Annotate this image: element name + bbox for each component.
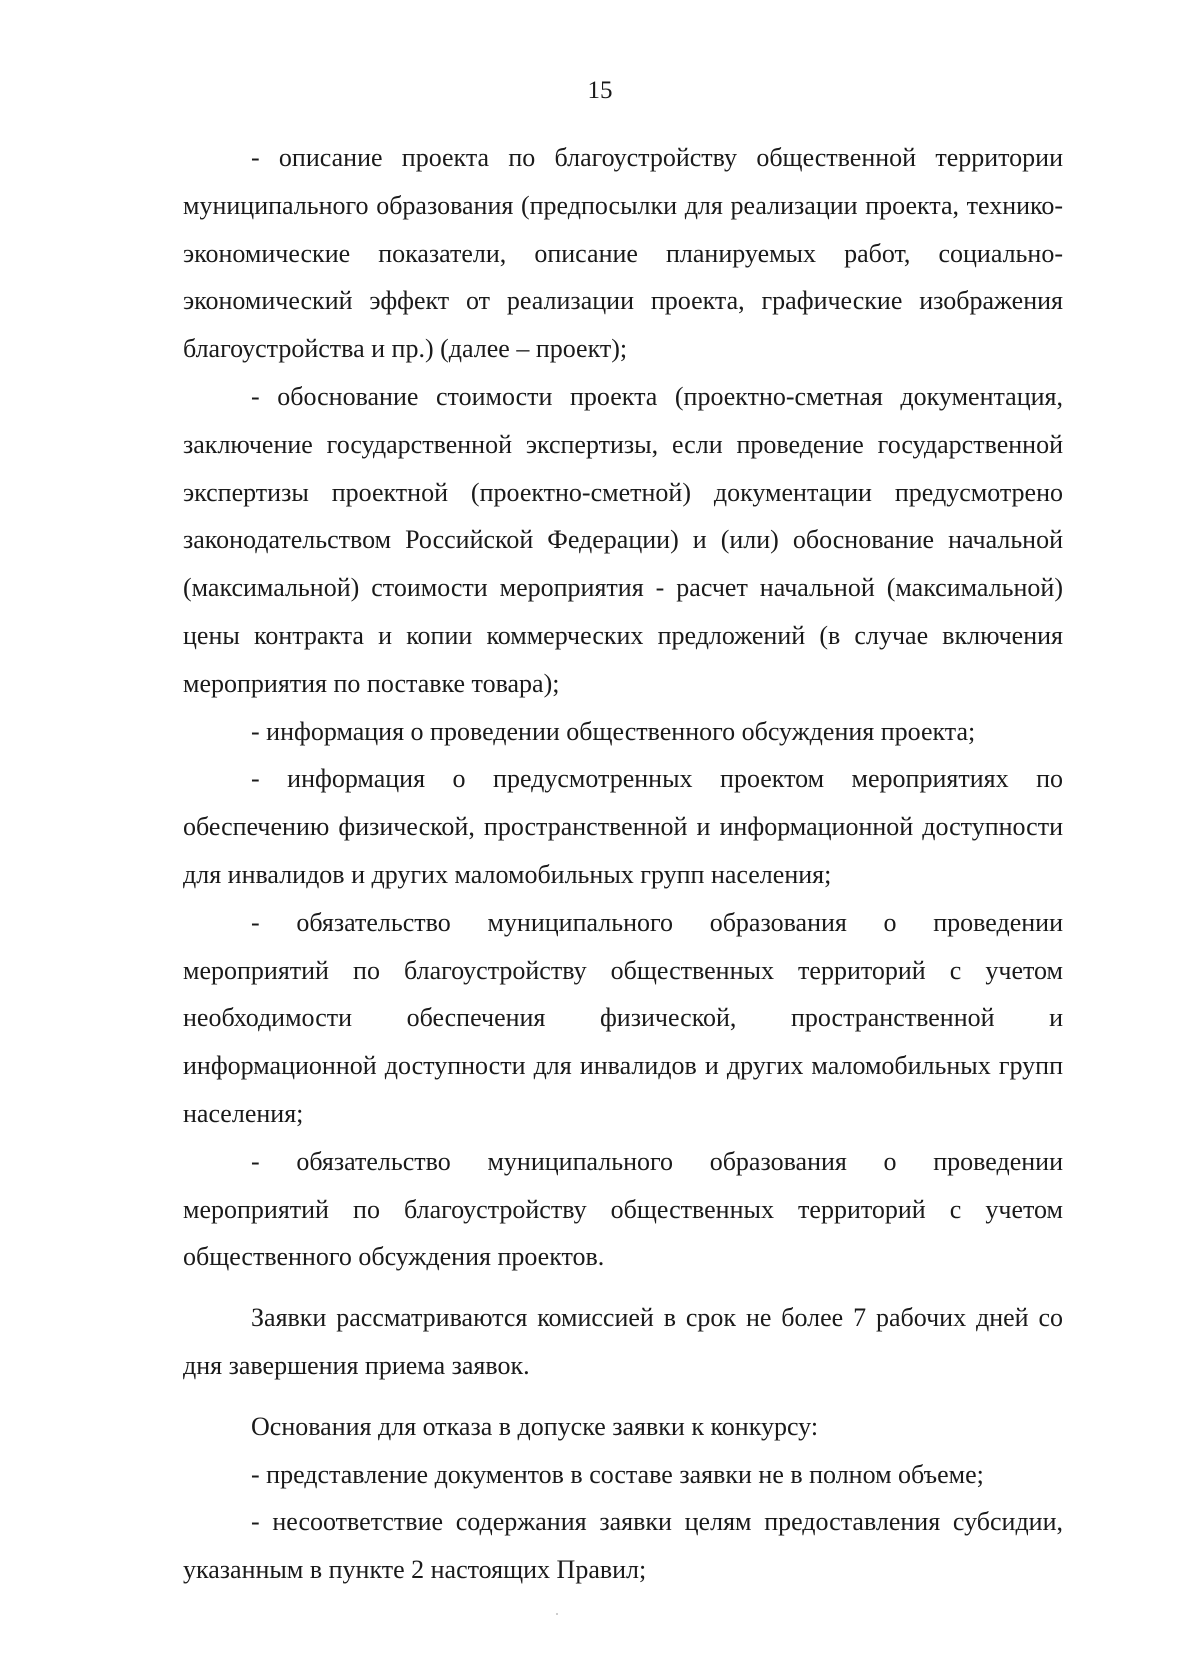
paragraph-review-deadline: Заявки рассматриваются комиссией в срок не более 7 рабочих дней со дня завершения приема заявок. [183, 1303, 1063, 1380]
document-body [183, 134, 1063, 1594]
page-number: 15 [587, 77, 613, 104]
paragraph-refusal-incomplete-documents: - представление документов в составе заявки не в полном объеме; [251, 1459, 984, 1489]
paragraph-accessibility-measures: - информация о предусмотренных проектом мероприятиях по обеспечению физической, пространственной и информационной доступности для инвалидов и других маломобильных групп населения; [183, 764, 1063, 889]
paragraph-project-description: - описание проекта по благоустройству общественной территории муниципального образования (предпосылки для реализации проекта, технико-экономические показатели, описание планируемых работ, социально-экономический эффект от реализации проекта, графические изображения благоустройства и пр.) (далее – проект); [183, 143, 1063, 364]
paragraph-obligation-accessibility: - обязательство муниципального образования о проведении мероприятий по благоустройству общественных территорий с учетом необходимости обеспечения физической, пространственной и информационной доступности для инвалидов и других маломобильных групп населения; [183, 907, 1063, 1128]
paragraph-cost-justification: - обоснование стоимости проекта (проектно-сметная документация, заключение государственной экспертизы, если проведение государственной экспертизы проектной (проектно-сметной) документации предусмотрено законодательством Российской Федерации) и (или) обоснование начальной (максимальной) стоимости мероприятия - расчет начальной (максимальной) цены контракта и копии коммерческих предложений (в случае включения мероприятия по поставке товара); [183, 381, 1063, 698]
paragraph-refusal-goal-mismatch: - несоответствие содержания заявки целям предоставления субсидии, указанным в пункте 2 настоящих Правил; [183, 1507, 1063, 1585]
paragraph-public-discussion-info: - информация о проведении общественного обсуждения проекта; [251, 716, 976, 746]
paragraph-refusal-grounds-heading: Основания для отказа в допуске заявки к конкурсу: [251, 1411, 819, 1441]
scan-speck [556, 1613, 558, 1615]
paragraph-obligation-discussion: - обязательство муниципального образования о проведении мероприятий по благоустройству общественных территорий с учетом общественного обсуждения проектов. [183, 1146, 1063, 1272]
